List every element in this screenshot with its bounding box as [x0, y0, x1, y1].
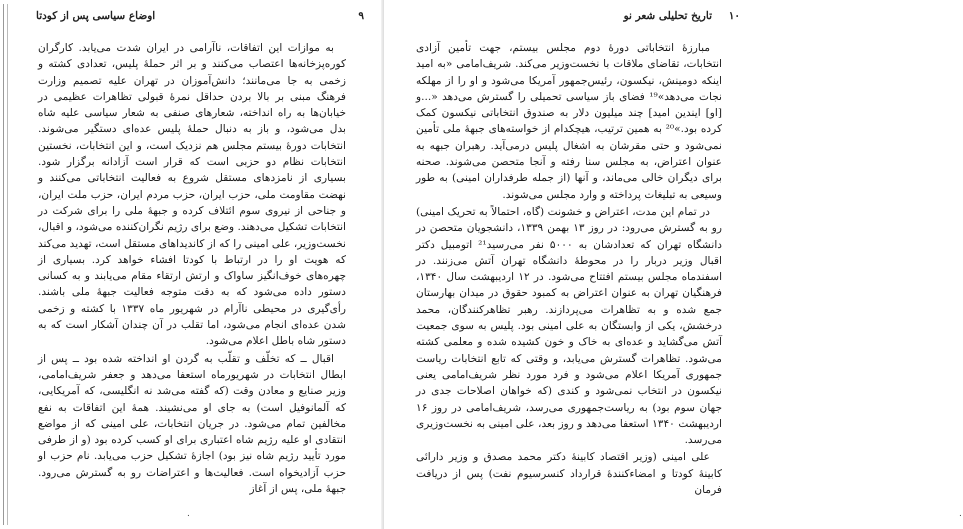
left-page — [0, 0, 384, 529]
left-page-header — [36, 10, 364, 26]
paragraph: در تمام این مدت، اعتراض و خشونت (گاه، احتمالاً به تحریک امینی) رو به گسترش می‌رود: در روز ۱۳ بهمن ۱۳۳۹، دانشجویان متحصن در دانشگاه تهران که تعدادشان به ۵۰۰۰ نفر می‌رسید²¹ اتومبیل دکتر اقبال وزیر دربار را در محوطهٔ دانشگاه تهران آتش می‌زنند. در اسفندماه مجلس بیستم افتتاح می‌شود. در ۱۲ اردیبهشت سال ۱۳۴۰، فرهنگیان تهران به عنوان اعتراض به کمبود حقوق در میدان بهارستان جمع شده و به تظاهرات می‌پردازند. رهبر تظاهرکنندگان، محمد درخشش، یکی از وابستگان به علی امینی بود. پلیس به سوی جمعیت آتش می‌گشاید و عده‌ای به خاک و خون کشیده شده و معلمی کشته می‌شود. تظاهرات گسترش می‌یابد، و وقتی که تابع انتخابات ریاست جمهوری آمریکا اعلام می‌شود و فرد مورد نظر شریف‌امامی یعنی نیکسون در انتخاب نمی‌شود و کندی (که خواهان اصلاحات جدی در جهان سوم بود) به ریاست‌جمهوری می‌رسد، شریف‌امامی در روز ۱۶ اردیبهشت ۱۳۴۰ استعفا می‌دهد و روز بعد، علی امینی به نخست‌وزیری می‌رسد. — [416, 205, 723, 447]
page-edge — [3, 4, 8, 525]
paragraph: به موازات این اتفاقات، ناآرامی در ایران شدت می‌یابد. کارگران کوره‌پزخانه‌ها اعتصاب می‌کنند و بر اثر حملهٔ پلیس، تعدادی کشته و زخمی به جا می‌مانند؛ دانش‌آموزان در تهران علیه تصمیم وزارت فرهنگ مبنی بر بالا بردن حداقل نمرهٔ قبولی تظاهرات عظیمی در خیابان‌ها به راه انداخته، شعارهای صنفی به شعار سیاسی علیه شاه بدل می‌شود، و باز به دنبال حملهٔ پلیس عده‌ای دستگیر می‌شوند. انتخابات دورهٔ بیستم مجلس هم نزدیک است، و این انتخابات، نخستین انتخابات نظام دو حزبی است که قرار است آزادانه برگزار شود. بسیاری از نامزدهای مستقل شروع به فعالیت انتخاباتی می‌کنند و نهضت مقاومت ملی، حزب ایران، حزب مردم ایران، حزب ملت ایران، و جناحی از نیروی سوم ائتلاف کرده و جبههٔ ملی را برای شرکت در انتخابات تشکیل می‌دهند. وضع برای رژیم نگران‌کننده می‌شود، و اقبال، نخست‌وزیر، علی امینی را که از کاندیداهای مستقل است، تهدید می‌کند که هویت او را در ارتباط با کودتا افشاء خواهد کرد. بسیاری از چهره‌های خوف‌انگیز ساواک و ارتش ارتقاء مقام می‌یابند و به کسانی دستور داده می‌شود که به دقت متوجه فعالیت جبههٔ ملی باشند. رأی‌گیری در محیطی ناآرام در شهریور ماه ۱۳۳۷ با کشته و زخمی شدن عده‌ای انجام می‌شود، اما تقلب در آن چندان آشکار است که به دستور شاه باطل اعلام می‌شود. — [38, 42, 346, 348]
paragraph: مبارزهٔ انتخاباتی دورهٔ دوم مجلس بیستم، جهت تأمین آزادی انتخابات، تقاضای ملاقات با نخست‌وزیر می‌کند. شریف‌امامی «به امید اینکه دومینش، نیکسون، رئیس‌جمهور آمریکا می‌شود و او را از مهلکه نجات می‌دهد»¹⁹ فضای باز سیاسی تحمیلی را گسترش می‌دهد «...و [او] ایندین امید] چند میلیون دلار به صندوق انتخاباتی نیکسون کمک کرده بود.»²⁰ به همین ترتیب، هیچکدام از خواسته‌های جبههٔ ملی تأمین نمی‌شود و حتی مقرشان به اشغال پلیس درمی‌آید. رهبران جبهه به عنوان اعتراض، به مجلس سنا رفته و آنجا متحصن می‌شوند. صحنه برای دیگران خالی می‌ماند، و آنها (از جمله طرفداران امینی) به طور وسیعی به تبلیغات پرداخته و وارد مجلس می‌شوند. — [416, 42, 722, 201]
right-page-body — [416, 40, 722, 499]
right-page — [384, 0, 963, 529]
folio-mark: ۰ — [958, 511, 963, 521]
page-number: ۹ — [358, 10, 364, 22]
folio-mark: ۰ — [186, 511, 191, 521]
running-title: اوضاع سیاسی پس از کودتا — [36, 10, 156, 22]
running-title: تاریخ تحلیلی شعر نو — [623, 10, 712, 22]
paragraph: اقبال ــ که تخلّف و تقلّب به گردن او انداخته شده بود ــ پس از ابطال انتخابات در شهریورماه استعفا می‌دهد و جعفر شریف‌امامی، وزیر صنایع و معادن وقت (که گفته می‌شد نه انگلیسی، که آمریکایی، که آلمانوفیل است) به جای او می‌نشیند. همهٔ این اتفاقات به نفع مخالفین تمام می‌شود. در جریان انتخابات، علی امینی که از مواضع انتقادی او علیه رژیم شاه اعتباری برای او کسب کرده بود (و از طرفی مورد تأیید رژیم شاه نیز بود) اجازهٔ تشکیل حزب می‌یابد. نام حزب او حزب آزادیخواه است. فعالیت‌ها و اعتراضات رو به گسترش می‌رود. جبههٔ ملی، پس از آغاز — [38, 352, 346, 496]
right-page-header — [414, 10, 740, 26]
paragraph: علی امینی (وزیر اقتصاد کابینهٔ دکتر محمد مصدق و وزیر دارائی کابینهٔ کودتا و امضاءکنندهٔ قرارداد کنسرسیوم نفت) پس از دریافت فرمان — [416, 451, 722, 497]
left-page-body — [38, 40, 346, 498]
page-number: ۱۰ — [728, 10, 740, 22]
